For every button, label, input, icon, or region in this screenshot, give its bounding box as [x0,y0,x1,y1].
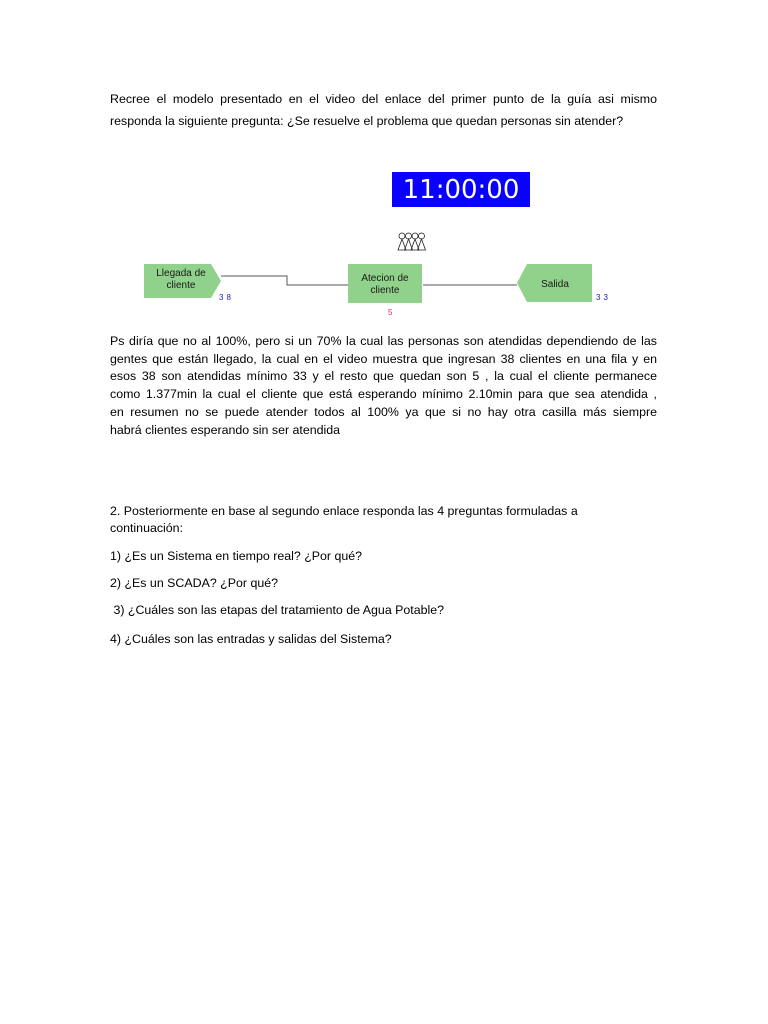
arrival-label-line-1: Llegada de [156,268,206,279]
simulation-diagram [0,0,768,330]
question-1: 1) ¿Es un Sistema en tiempo real? ¿Por qué? [110,549,363,563]
exit-label: Salida [541,279,569,290]
clock-text: 11:00:00 [402,175,520,205]
intro-line-2: responda la siguiente pregunta: ¿Se resuelve el problema que quedan personas sin atender? [110,114,624,128]
question-2: 2) ¿Es un SCADA? ¿Por qué? [110,576,279,590]
answer-paragraph [110,333,657,439]
exit-count: 33 [596,293,611,302]
answer-line-4: como 1.377min la cual el cliente que está esperando mínimo 2.10min para que sea atendida , [110,387,657,402]
answer-line-1: Ps diría que no al 100%, pero si un 70% la cual las personas son atendidas dependiendo de las [110,334,657,348]
connector-arrival-service [221,276,348,285]
answer-line-5: en resumen no se puede atender todos al 100% ya que si no hay otra casilla más siempre [110,404,657,419]
people-queue-icon [398,233,426,250]
service-queue-count: 5 [388,308,396,317]
service-label-line-2: cliente [370,285,400,296]
arrival-count: 38 [219,293,234,302]
answer-line-2: gentes que están llegado, la cual en el video muestra que ingresan 38 clientes en una fila y en [110,351,657,366]
intro-line-1: Recree el modelo presentado en el video del enlace del primer punto de la guía asi mismo [110,92,657,106]
section2-heading-line-2: continuación: [110,521,184,535]
question-4: 4) ¿Cuáles son las entradas y salidas del Sistema? [110,632,392,646]
service-label-line-1: Atecion de [361,273,409,284]
answer-line-6: habrá clientes esperando sin ser atendida [110,422,341,437]
arrival-label-line-2: cliente [166,280,196,291]
question-3: 3) ¿Cuáles son las etapas del tratamiento de Agua Potable? [110,603,445,617]
section2-heading-line-1: 2. Posteriormente en base al segundo enlace responda las 4 preguntas formuladas a [110,504,578,518]
answer-line-3: esos 38 son atendidas mínimo 33 y el resto que quedan son 5 , la cual el cliente permanece [110,369,657,384]
